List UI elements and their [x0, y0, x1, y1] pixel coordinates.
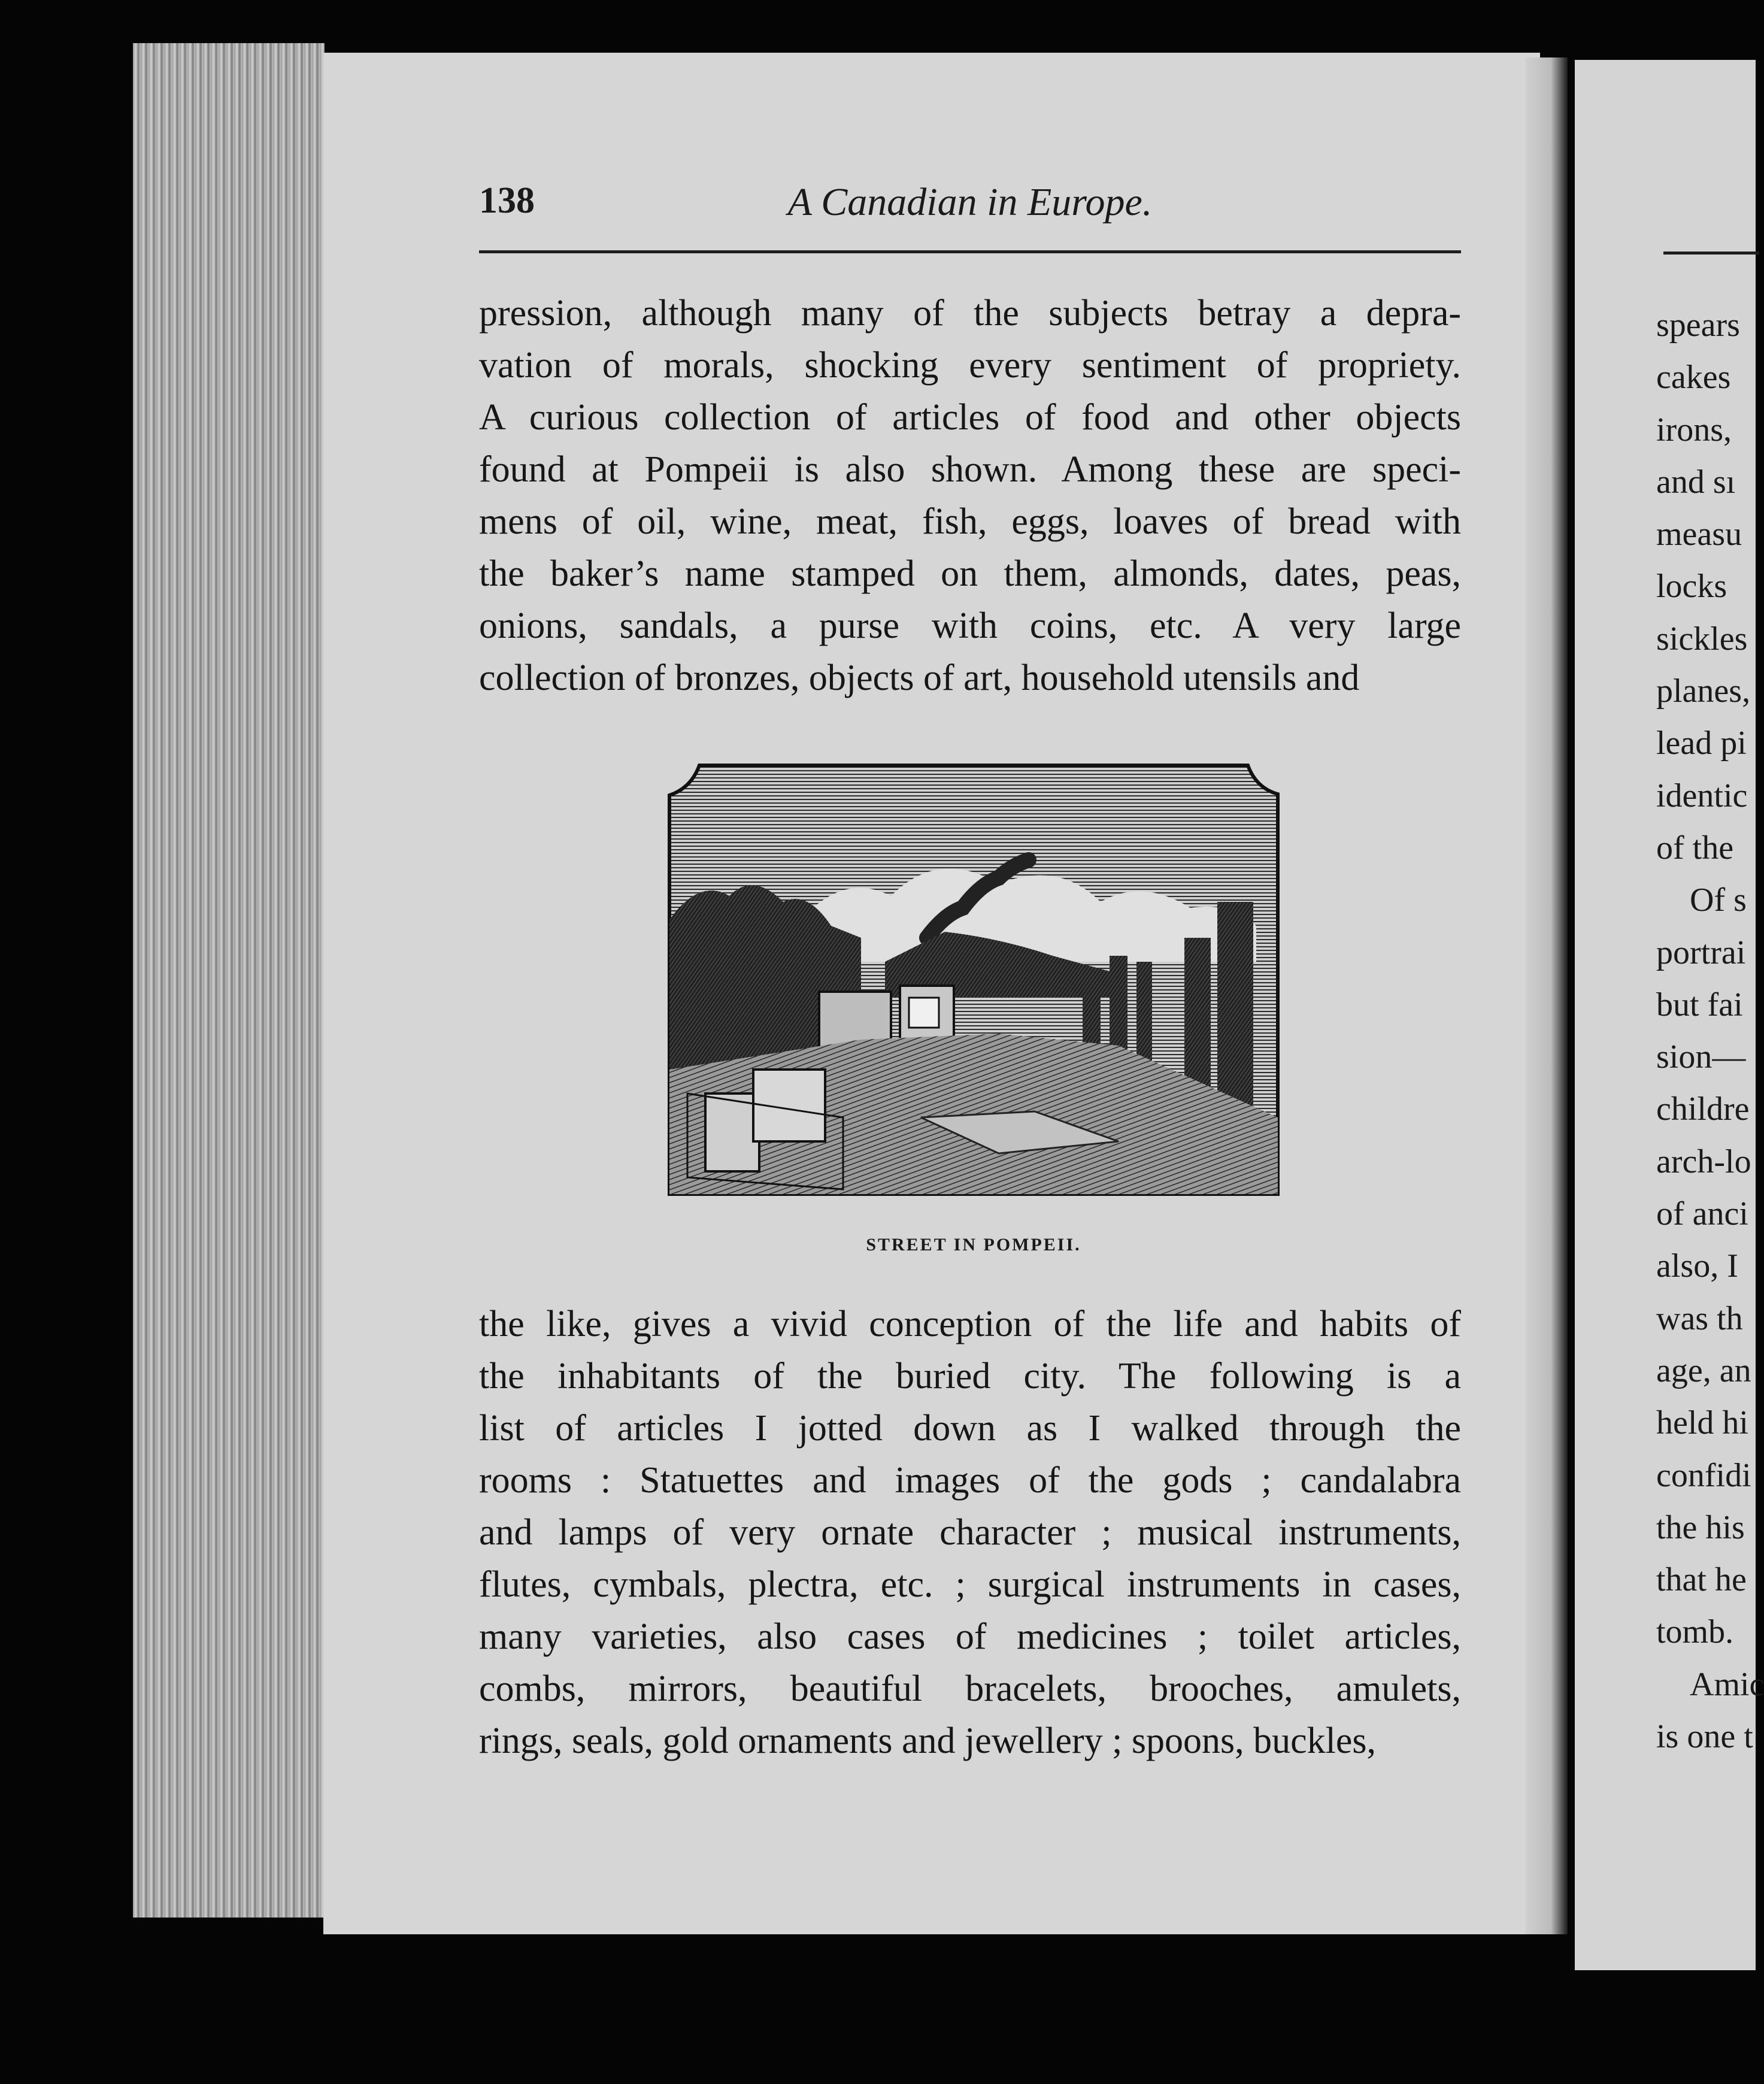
page-number: 138 [479, 180, 535, 221]
right-text-line: cakes [1656, 359, 1731, 396]
right-text-line: locks [1656, 568, 1727, 605]
text-line: A curious collection of articles of food and other objects [479, 397, 1461, 438]
right-text-line: also, I [1656, 1247, 1738, 1285]
right-text-line: lead pi [1656, 725, 1747, 762]
running-head [479, 180, 1461, 237]
text-line: mens of oil, wine, meat, fish, eggs, loaves of bread with [479, 501, 1461, 542]
right-text-line: age, an [1656, 1352, 1751, 1389]
text-line: the inhabitants of the buried city. The following is a [479, 1356, 1461, 1397]
text-line: flutes, cymbals, plectra, etc. ; surgical instruments in cases, [479, 1564, 1461, 1605]
right-text-line: childre [1656, 1091, 1750, 1128]
paragraph-bottom [479, 1298, 1461, 1767]
right-text-line: held hi [1656, 1404, 1748, 1442]
right-text-line: arch-lo [1656, 1143, 1751, 1180]
right-text-line: was th [1656, 1300, 1743, 1337]
engraving-drawing [663, 758, 1284, 1201]
right-page-rule [1663, 252, 1759, 255]
right-text-line: the his [1656, 1509, 1745, 1546]
right-text-line: identic [1656, 777, 1748, 814]
page-edges [133, 43, 325, 1918]
text-line: the like, gives a vivid conception of the life and habits of [479, 1304, 1461, 1344]
right-text-line: that he [1656, 1561, 1747, 1599]
text-line: rings, seals, gold ornaments and jewellery ; spoons, buckles, [479, 1720, 1377, 1761]
right-page-text [1656, 299, 1764, 1763]
right-text-line: Of s [1690, 882, 1747, 919]
right-text-line: but fai [1656, 986, 1743, 1023]
book-gutter [1526, 57, 1568, 1934]
text-line: rooms : Statuettes and images of the gods ; candalabra [479, 1460, 1461, 1501]
right-text-line: of anci [1656, 1195, 1748, 1233]
text-line: list of articles I jotted down as I walked through the [479, 1408, 1461, 1449]
right-text-line: sion— [1656, 1038, 1746, 1076]
text-line: vation of morals, shocking every sentiment of propriety. [479, 345, 1461, 386]
text-line: the baker’s name stamped on them, almonds, dates, peas, [479, 553, 1461, 594]
right-text-line: of the [1656, 829, 1734, 867]
text-line: pression, although many of the subjects betray a depra- [479, 293, 1461, 334]
right-text-line: and sı [1656, 463, 1736, 501]
header-rule [479, 250, 1461, 253]
right-text-line: Amic [1690, 1665, 1764, 1703]
text-line: many varieties, also cases of medicines ; toilet articles, [479, 1616, 1461, 1657]
paragraph-top [479, 287, 1461, 704]
right-text-line: confidi [1656, 1456, 1751, 1494]
right-text-line: is one t [1656, 1718, 1753, 1756]
right-text-line: planes, [1656, 673, 1751, 710]
street-in-pompeii-engraving [663, 758, 1284, 1201]
text-line: found at Pompeii is also shown. Among these are speci- [479, 449, 1461, 490]
text-line: and lamps of very ornate character ; musical instruments, [479, 1512, 1461, 1553]
text-line: collection of bronzes, objects of art, household utensils and [479, 658, 1360, 698]
right-text-line: portrai [1656, 934, 1746, 971]
right-text-line: irons, [1656, 411, 1732, 449]
right-text-line: tomb. [1656, 1613, 1734, 1651]
engraving-caption: STREET IN POMPEII. [866, 1235, 1081, 1255]
text-line: onions, sandals, a purse with coins, etc. A very large [479, 605, 1461, 646]
text-line: combs, mirrors, beautiful bracelets, brooches, amulets, [479, 1668, 1461, 1709]
book-title: A Canadian in Europe. [787, 180, 1153, 224]
right-text-line: sickles [1656, 620, 1748, 658]
right-text-line: measu [1656, 516, 1742, 553]
right-text-line: spears [1656, 307, 1740, 344]
